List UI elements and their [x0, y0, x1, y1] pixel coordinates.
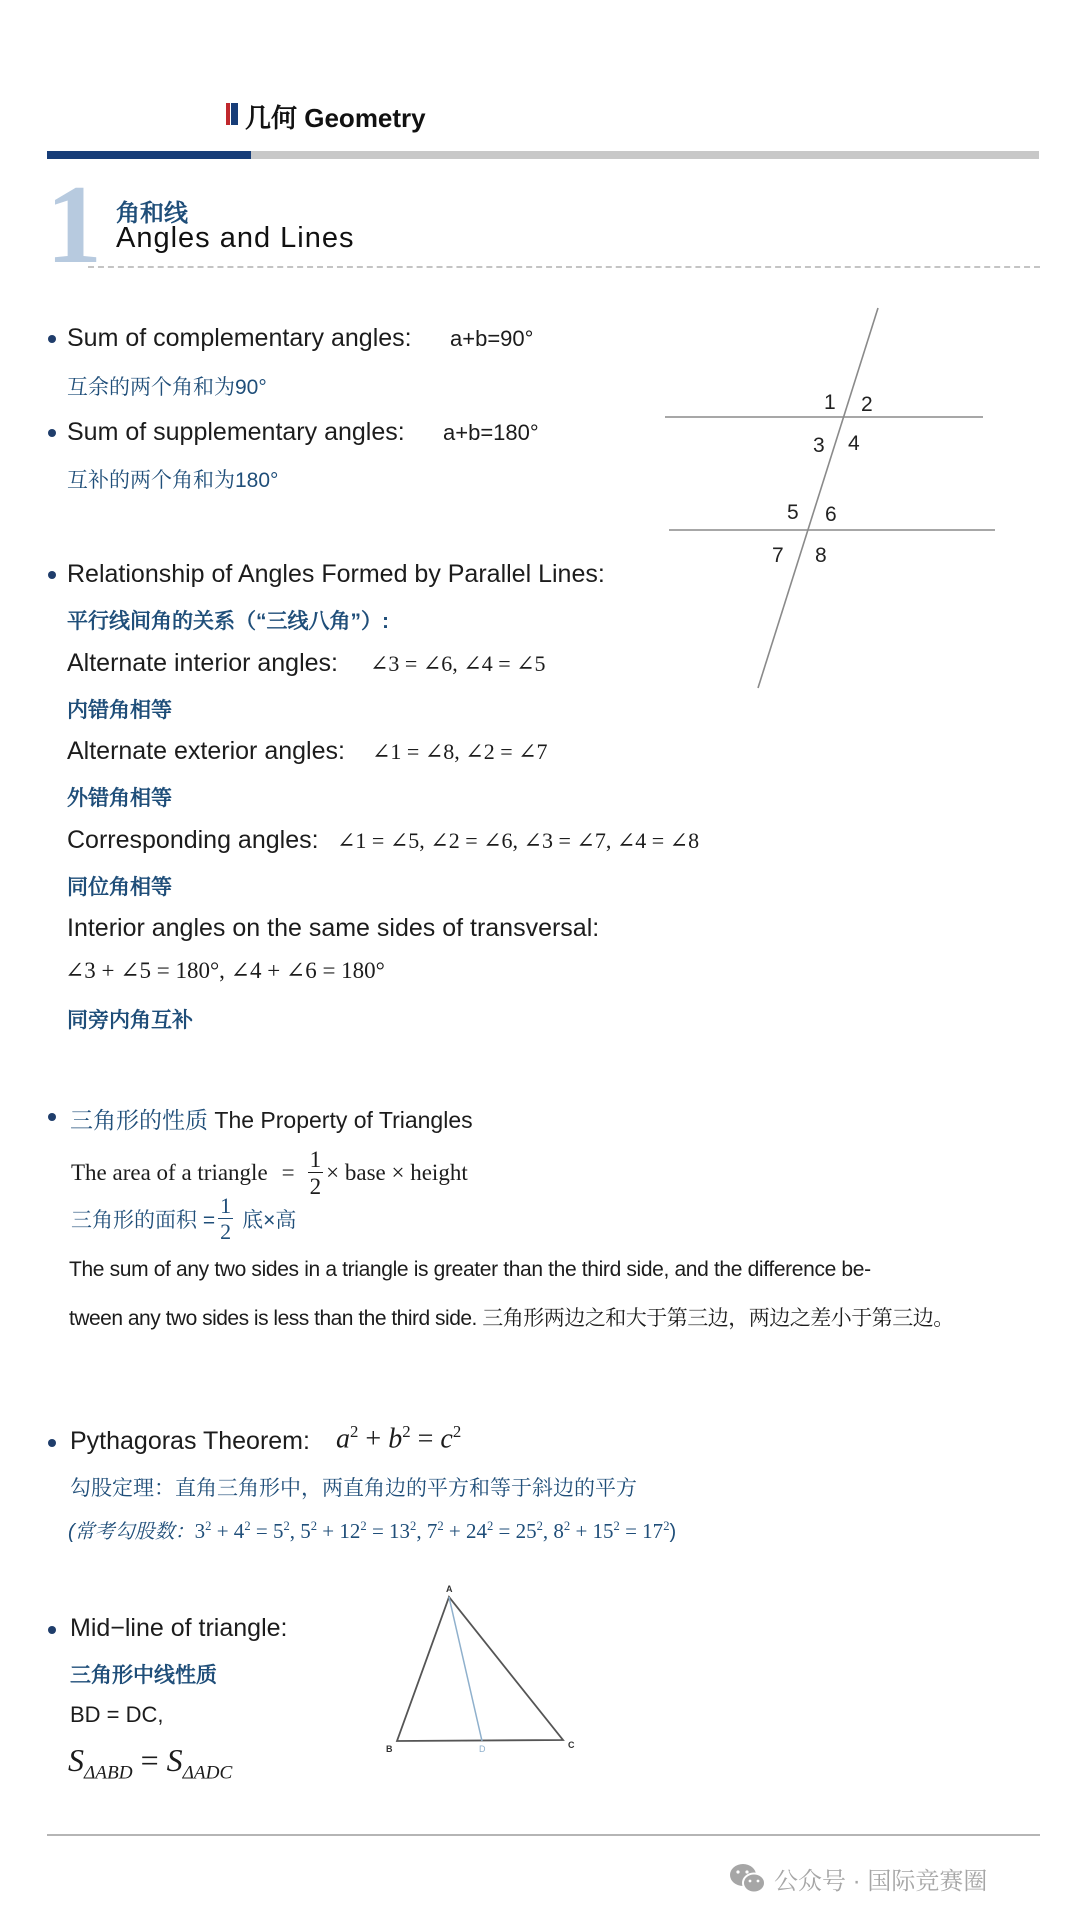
parallel-lines-diagram: [640, 300, 1020, 700]
supplementary-formula: a+b=180°: [443, 420, 539, 445]
angle-label-2: 2: [861, 393, 873, 416]
supplementary-label: Sum of supplementary angles:: [67, 418, 405, 446]
midline-cn: 三角形中线性质: [70, 1664, 217, 1687]
bullet: [48, 1113, 56, 1121]
wechat-icon: [728, 1862, 768, 1896]
bullet: [48, 335, 56, 343]
area-en-prefix: The area of a triangle: [71, 1160, 268, 1185]
fraction-numerator: 1: [309, 1147, 322, 1172]
median-triangle-diagram: [370, 1580, 590, 1770]
footer-watermark: [728, 1861, 987, 1896]
half-fraction: [308, 1148, 324, 1198]
alt-interior-label: Alternate interior angles:: [67, 649, 338, 677]
bullet: [48, 1439, 56, 1447]
watermark-text: 公众号 · 国际竞赛圈: [774, 1868, 988, 1895]
area-cn-prefix: 三角形的面积 =: [71, 1209, 216, 1232]
complementary-cn: 互余的两个角和为90°: [67, 376, 267, 399]
area-en-suffix: × base × height: [326, 1160, 468, 1185]
supplementary-cn: 互补的两个角和为180°: [67, 469, 279, 492]
pythagoras-triples: [68, 1515, 676, 1544]
area-formula-en: [71, 1148, 468, 1198]
same-side-label: Interior angles on the same sides of transversal:: [67, 914, 600, 942]
vertex-label-b: B: [386, 1744, 393, 1754]
header-title-en: Geometry: [304, 103, 426, 133]
bullet: [48, 429, 56, 437]
midline-label: Mid−line of triangle:: [70, 1614, 288, 1642]
angle-label-3: 3: [813, 434, 825, 457]
area-eq: =: [281, 1160, 295, 1185]
angle-label-1: 1: [824, 391, 836, 414]
angle-label-8: 8: [815, 544, 827, 567]
section-title-en: Angles and Lines: [116, 222, 355, 254]
corresponding-label: Corresponding angles:: [67, 826, 319, 854]
vertex-label-d: D: [479, 1744, 486, 1754]
bullet: [48, 571, 56, 579]
triangles-heading-cn: 三角形的性质: [70, 1107, 208, 1133]
corresponding-formula: ∠1 = ∠5, ∠2 = ∠6, ∠3 = ∠7, ∠4 = ∠8: [337, 828, 700, 853]
angle-label-6: 6: [825, 503, 837, 526]
alt-interior-formula: ∠3 = ∠6, ∠4 = ∠5: [370, 651, 546, 676]
vertex-label-a: A: [446, 1584, 453, 1594]
triples-formula: $3^2 + 4^2 = 5^2$, $5^2 + 12^2 = 13^2$, $7^2 + 24^2 = 25^2$, $8^2 + 15^2 = 17^2$: [194, 1519, 670, 1543]
triples-prefix: (常考勾股数：: [68, 1521, 195, 1543]
area-formula-cn: [71, 1195, 296, 1243]
triples-suffix: ): [669, 1521, 677, 1543]
angle-label-4: 4: [848, 432, 860, 455]
area-cn-suffix: 底×高: [242, 1209, 297, 1232]
bullet: [48, 1626, 56, 1634]
midline-area-formula: $S_{\Delta ABD} = S_{\Delta ADC}$: [68, 1742, 233, 1784]
header-logo-bar: [226, 103, 230, 125]
pythagoras-label: Pythagoras Theorem:: [70, 1427, 310, 1455]
angle-label-5: 5: [787, 501, 799, 524]
section-dashed-rule: [88, 266, 1040, 268]
triangle-sides-line1: The sum of any two sides in a triangle is greater than the third side, and the difference be-: [69, 1258, 871, 1281]
transversal-line: [758, 308, 878, 688]
angle-label-7: 7: [772, 544, 784, 567]
pythagoras-formula: $a^2 + b^2 = c^2$: [336, 1422, 462, 1455]
same-side-formula: ∠3 + ∠5 = 180°, ∠4 + ∠6 = 180°: [65, 958, 385, 983]
half-fraction-cn: [218, 1195, 233, 1243]
alt-exterior-formula: ∠1 = ∠8, ∠2 = ∠7: [372, 739, 548, 764]
footer-rule: [47, 1834, 1040, 1836]
midline-bd-dc: BD = DC,: [70, 1702, 164, 1727]
header-logo-bar-blue: [231, 103, 238, 125]
parallel-cn: 平行线间角的关系（“三线八角”）:: [67, 610, 389, 633]
fraction-denominator: 2: [309, 1174, 322, 1199]
complementary-label: Sum of complementary angles:: [67, 324, 412, 352]
same-side-cn: 同旁内角互补: [67, 1009, 193, 1032]
section-number: 1: [46, 163, 102, 287]
alt-interior-cn: 内错角相等: [67, 699, 172, 722]
header-rule-accent: [47, 151, 251, 159]
corresponding-cn: 同位角相等: [67, 876, 172, 899]
header-rule: [251, 151, 1039, 159]
triangle-sides-line2: tween any two sides is less than the third side. 三角形两边之和大于第三边，两边之差小于第三边。: [69, 1307, 954, 1330]
pythagoras-cn: 勾股定理：直角三角形中，两直角边的平方和等于斜边的平方: [70, 1477, 637, 1500]
header-title-cn: 几何: [245, 103, 298, 133]
alt-exterior-cn: 外错角相等: [67, 787, 172, 810]
header-title: [245, 98, 426, 135]
triangles-heading: [70, 1102, 473, 1135]
triangle-abc: [397, 1597, 563, 1741]
parallel-label: Relationship of Angles Formed by Parallel Lines:: [67, 560, 605, 588]
fraction-denominator: 2: [220, 1219, 232, 1244]
alt-exterior-label: Alternate exterior angles:: [67, 737, 345, 765]
section-title-cn: 角和线: [116, 200, 188, 227]
vertex-label-c: C: [568, 1740, 575, 1750]
fraction-numerator: 1: [220, 1193, 232, 1218]
triangles-heading-en: The Property of Triangles: [214, 1107, 473, 1133]
complementary-formula: a+b=90°: [450, 326, 534, 351]
